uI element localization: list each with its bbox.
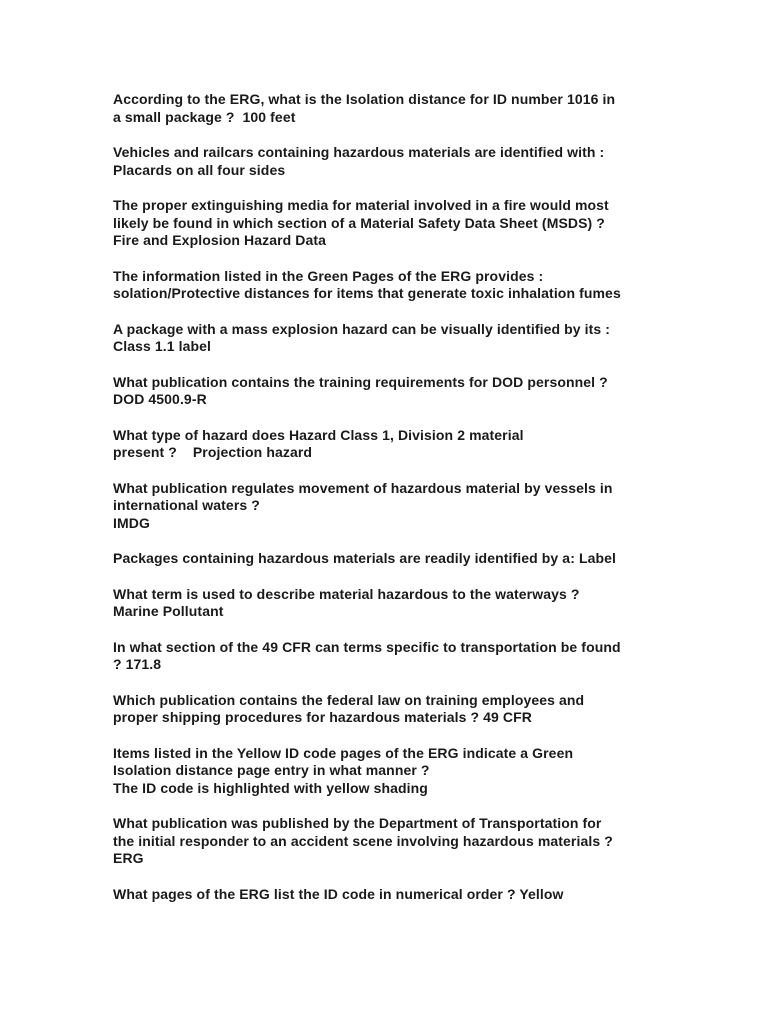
text-line: What term is used to describe material hazardous to the waterways ? xyxy=(113,585,580,602)
text-line: What pages of the ERG list the ID code in numerical order ? Yellow xyxy=(113,885,564,902)
question-answer-2 xyxy=(113,144,673,179)
text-line: What publication was published by the Department of Transportation for xyxy=(113,815,602,831)
text-line: ? 171.8 xyxy=(113,656,162,672)
text-line: The proper extinguishing media for material involved in a fire would most xyxy=(113,197,609,213)
text-line: IMDG xyxy=(113,514,150,531)
text-line: The information listed in the Green Pages of the ERG provides : xyxy=(113,267,544,284)
text-line: What publication contains the training requirements for DOD personnel ? xyxy=(113,373,608,390)
question-answer-4 xyxy=(113,268,673,303)
text-line: Vehicles and railcars containing hazardous materials are identified with : xyxy=(113,144,605,160)
question-answer-14 xyxy=(113,815,673,868)
question-answer-11 xyxy=(113,639,673,674)
question-answer-6 xyxy=(113,374,673,409)
text-line: What type of hazard does Hazard Class 1, Division 2 material xyxy=(113,426,524,443)
text-line: Packages containing hazardous materials are readily identified by a: Label xyxy=(113,550,617,566)
text-line: DOD 4500.9-R xyxy=(113,391,207,407)
text-line: present ? Projection hazard xyxy=(113,444,313,460)
text-line: Placards on all four sides xyxy=(113,161,286,178)
text-line: The ID code is highlighted with yellow shading xyxy=(113,779,428,796)
question-answer-5 xyxy=(113,321,673,356)
text-line: international waters ? xyxy=(113,497,260,513)
question-answer-9 xyxy=(113,550,673,568)
question-answer-8 xyxy=(113,480,673,533)
text-line: In what section of the 49 CFR can terms specific to transportation be found xyxy=(113,638,621,655)
question-answer-15 xyxy=(113,886,673,904)
text-line: Marine Pollutant xyxy=(113,603,224,619)
question-answer-12 xyxy=(113,692,673,727)
text-line: Items listed in the Yellow ID code pages of the ERG indicate a Green xyxy=(113,744,574,761)
document-page xyxy=(113,91,673,921)
text-line: Fire and Explosion Hazard Data xyxy=(113,232,327,248)
question-answer-3 xyxy=(113,197,673,250)
text-line: According to the ERG, what is the Isolation distance for ID number 1016 in xyxy=(113,91,616,107)
text-line: a small package ? 100 feet xyxy=(113,108,296,125)
text-line: A package with a mass explosion hazard can be visually identified by its : xyxy=(113,320,611,337)
text-line: Isolation distance page entry in what manner ? xyxy=(113,762,430,778)
question-answer-10 xyxy=(113,586,673,621)
text-line: Class 1.1 label xyxy=(113,338,212,354)
text-line: proper shipping procedures for hazardous materials ? 49 CFR xyxy=(113,709,532,725)
text-line: likely be found in which section of a Material Safety Data Sheet (MSDS) ? xyxy=(113,214,605,231)
text-line: ERG xyxy=(113,850,144,866)
question-answer-13 xyxy=(113,745,673,798)
text-line: solation/Protective distances for items that generate toxic inhalation fumes xyxy=(113,285,621,301)
question-answer-1 xyxy=(113,91,673,126)
text-line: Which publication contains the federal law on training employees and xyxy=(113,691,585,708)
question-answer-7 xyxy=(113,427,673,462)
text-line: the initial responder to an accident scene involving hazardous materials ? xyxy=(113,832,613,849)
text-line: What publication regulates movement of hazardous material by vessels in xyxy=(113,479,613,496)
